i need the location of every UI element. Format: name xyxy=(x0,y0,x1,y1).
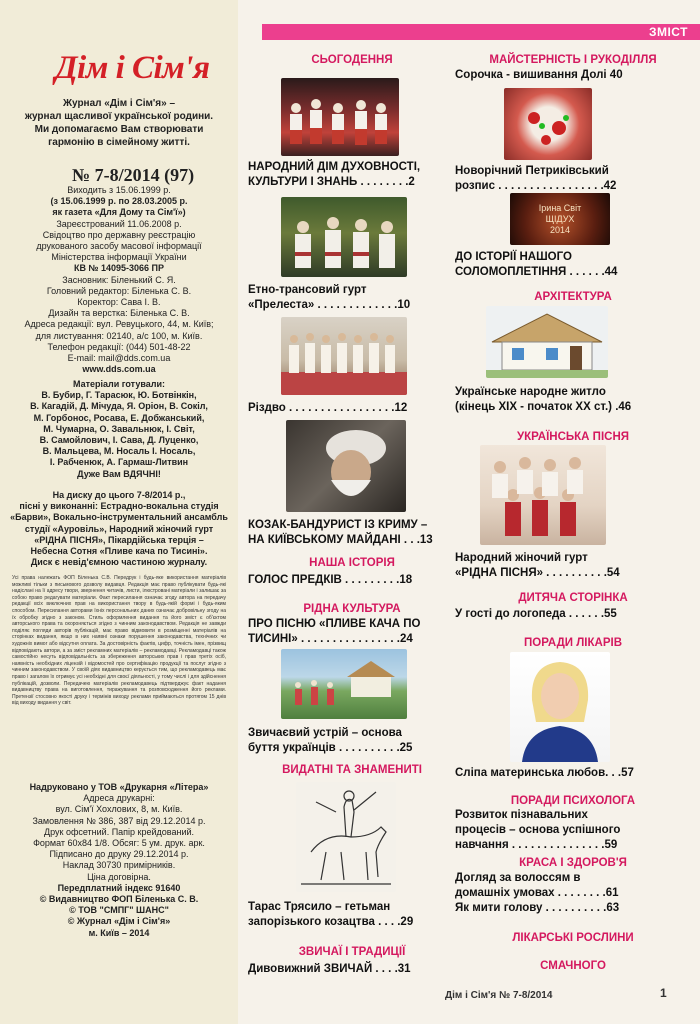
womens-choir-photo xyxy=(480,445,606,545)
toc-entry-rozvytok[interactable]: Розвиток пізнавальних процесів – основа успішного навчання . . . . . . . . . . . . . . .59 xyxy=(455,809,621,851)
cossack-horseman-illustration xyxy=(296,782,396,892)
section-likarski-roslyny: ЛІКАРСЬКІ РОСЛИНИ xyxy=(512,932,634,944)
publication-info: Виходить з 15.06.1999 р. (з 15.06.1999 р. по 28.03.2005 р. як газета «Для Дому та Сім'ї») Зареєстрований 11.06.2008 р. Свідоцтво про державну реєстрацію друкованого засобу масової інформації Міністерства інформації України КВ № 14095-3066 ПР Засновник: Біленький С. Я. Головний редактор: Біленька С. В. Коректор: Сава І. В. Дизайн та верстка: Біленька С. В. Адреса редакції: вул. Ревуцького, 44, м. Київ; для листування: 02140, а/с 100, м. Київ. Телефон редакції: (044) 501-48-22 E-mail: mail@dds.com.ua www.dds.com.ua xyxy=(24,185,214,375)
choir-illustration xyxy=(281,317,407,395)
copyright-notice: Усі права належать ФОП Біленька С.В. Передрук і будь-яке використання матеріалів можливі тільки з письмового дозволу видавця. Редакція має право публікувати будь-які надіслані на її адресу твори, звернення читачів, листи, ілюстровані матеріали і залишає за собою право редагувати матеріали. Факт пересилання означає згоду автора на передачу редакції всіх виключних прав на використання твору в будь-якій формі і будь-яким способом. Пересилання авторами їхніх персональних даних означає добровільну згоду на їх обробку згідно з законом. Стиль оформлення видання та його зміст є об'єктом авторського права та охороняється згідно з чинним законодавством. Редакція не завжди поділяє погляди авторів публікацій, має право відмовити в розміщенні матеріалів на сторінках видання, якщо в них наявні ознаки порушення законодавства, технічних чи художніх вимог або відсутня оплата. За достовірність фактів, цифр, точність імен, прізвищ відповідають автори, а за зміст рекламних матеріалів – рекламодавці. Рекламодавці також самостійно несуть відповідальність за збереження авторських прав і прав третіх осіб, наявність необхідних ліцензій і відомостей про сертифікацію продукції та послуг згідно з чинним законодавством. У своїй діях видавництво керується тим, що рекламодавець має право і загалом їх отримує усі необхідні для своєї діяльності, у тому числі і для здійснення публікацій, дозволи. Передачею матеріалів рекламодавець підтверджує факт надання видавництву права на виготовлення, тиражування та розповсюдження його реклами. Претензії стосовно якості друку і термінів виходу реклами приймаються протягом 15 днів від виходу видання у світ. xyxy=(12,575,226,707)
choir-women-illustration xyxy=(480,445,606,545)
toc-entry-prelesta[interactable]: Етно-трансовий гурт «Прелеста» . . . . . . . . . . . . .10 xyxy=(248,284,411,311)
section-porady-psykholoha: ПОРАДИ ПСИХОЛОГА xyxy=(510,795,636,807)
section-dytiacha-storinka: ДИТЯЧА СТОРІНКА xyxy=(518,592,628,604)
village-painting xyxy=(281,649,407,719)
authors-list: Матеріали готували: В. Бубир, Г. Тарасюк, Ю. Ботвінкін, В. Кагадій, Д. Мічуда, Я. Оріон, В. Сокіл, М. Горбонос, Росава, Е. Добжанський, М. Чумарна, О. Завальнюк, І. Світ, В. Самойлович, І. Сава, Д. Луценко, В. Мальцева, М. Носаль І. Носаль, І. Рабченюк, А. Гармаш-Литвин Дуже Вам ВДЯЧНІ! xyxy=(30,379,208,479)
disk-info: На диску до цього 7-8/2014 р., пісні у виконанні: Естрадно-вокальна студія «Барви», Вокально-інструментальний ансамбль студії «Ауровіль», Народний жіночий гурт «РІДНА ПІСНЯ», Пікардійська терція – Небесна Сотня «Пливе кача по Тисині». Диск є невід'ємною частиною журналу. xyxy=(10,490,228,568)
section-vydatni: ВИДАТНІ ТА ЗНАМЕНИТІ xyxy=(282,764,422,776)
toc-entry-slipa-lubov[interactable]: Сліпа материнська любов. . .57 xyxy=(455,767,634,779)
toc-entry-yak-myty-holovu[interactable]: Як мити голову . . . . . . . . . .63 xyxy=(455,902,620,914)
toc-entry-sorochka[interactable]: Сорочка - вишивання Долі 40 xyxy=(455,69,623,81)
toc-entry-narodne-zhytlo[interactable]: Українське народне житло (кінець XIX - початок XX ст.) .46 xyxy=(455,386,632,413)
toc-entry-dohliad-volossia[interactable]: Догляд за волоссям в домашніх умовах . . . . . . . .61 xyxy=(455,872,619,899)
christmas-photo xyxy=(281,317,407,395)
elder-illustration xyxy=(286,420,406,512)
toc-entry-kozak-banduryst[interactable]: КОЗАК-БАНДУРИСТ ІЗ КРИМУ – НА КИЇВСЬКОМУ МАЙДАНІ . . .13 xyxy=(248,519,433,546)
section-nasha-istoriia: НАША ІСТОРІЯ xyxy=(309,557,395,569)
ethno-band-photo xyxy=(281,197,407,277)
toc-entry-zvychaievyi-ustrii[interactable]: Звичаєвий устрій – основа буття українців . . . . . . . . . .25 xyxy=(248,727,413,754)
toc-entry-narodnyi-dim[interactable]: НАРОДНИЙ ДІМ ДУХОВНОСТІ, КУЛЬТУРИ І ЗНАНЬ . . . . . . . .2 xyxy=(248,161,421,188)
section-ridna-kultura: РІДНА КУЛЬТУРА xyxy=(303,603,401,615)
straw-photo-caption: Ірина Світ ЩІДУХ 2014 xyxy=(538,203,582,235)
section-arkhitektura: АРХІТЕКТУРА xyxy=(534,291,612,303)
contents-header-bar xyxy=(262,24,700,40)
page-number: 1 xyxy=(660,986,667,1000)
horseman-engraving xyxy=(296,782,396,892)
journal-slogan: Журнал «Дім і Сім'я» – журнал щасливої української родини. Ми допомагаємо Вам створювати гармонію в сімейному житті. xyxy=(24,98,214,148)
section-zvychai: ЗВИЧАЇ І ТРАДИЦІЇ xyxy=(298,946,406,958)
band-illustration xyxy=(281,197,407,277)
section-smachnoho: СМАЧНОГО xyxy=(540,960,606,972)
dancers-illustration xyxy=(281,78,399,156)
imprint-column xyxy=(0,0,238,1024)
issue-number: № 7-8/2014 (97) xyxy=(72,165,195,185)
printing-info: Надруковано у ТОВ «Друкарня «Літера» Адреса друкарні: вул. Сім'ї Хохлових, 8, м. Київ. Замовлення № 386, 387 від 29.12.2014 р. Друк офсетний. Папір крейдований. Формат 60х84 1/8. Обсяг: 5 ум. друк. арк. Підписано до друку 29.12.2014 р. Наклад 30730 примірників. Ціна договірна. Передплатний індекс 91640 © Видавництво ФОП Біленька С. В. © ТОВ "СМПГ" ШАНС" © Журнал «Дім і Сім'я» м. Київ – 2014 xyxy=(29,782,209,938)
woman-portrait-illustration xyxy=(510,652,610,762)
section-porady-likariv: ПОРАДИ ЛІКАРІВ xyxy=(523,637,622,649)
toc-entry-dyvovyzhnyi-zvychai[interactable]: Дивовижний ЗВИЧАЙ . . . .31 xyxy=(248,963,411,975)
section-krasa-zdorovia: КРАСА І ЗДОРОВ'Я xyxy=(519,857,627,869)
village-illustration xyxy=(281,649,407,719)
section-sohodennia: СЬОГОДЕННЯ xyxy=(311,54,393,66)
toc-entry-taras-tryasylo[interactable]: Тарас Трясило – гетьман запорізького козацтва . . . .29 xyxy=(248,901,414,928)
toc-entry-ridna-pisnia[interactable]: Народний жіночий гурт «РІДНА ПІСНЯ» . . . . . . . . . .54 xyxy=(455,552,620,579)
doctor-portrait-photo xyxy=(510,652,610,762)
toc-entry-holos-predkiv[interactable]: ГОЛОС ПРЕДКІВ . . . . . . . . .18 xyxy=(248,574,413,586)
straw-weaving-photo xyxy=(510,193,610,245)
toc-entry-lohoped[interactable]: У гості до логопеда . . . . . .55 xyxy=(455,608,617,620)
kobzar-portrait-photo xyxy=(286,420,406,512)
footer-magazine-issue: Дім і Сім'я № 7-8/2014 xyxy=(445,990,553,1001)
toc-entry-solomopletinnia[interactable]: ДО ІСТОРІЇ НАШОГО СОЛОМОПЛЕТІННЯ . . . . . .44 xyxy=(455,251,618,278)
embroidery-photo xyxy=(504,88,592,160)
contents-label: ЗМІСТ xyxy=(648,25,688,39)
embroidery-illustration xyxy=(504,88,592,160)
magazine-logo: Дім і Сім'я xyxy=(55,50,210,86)
toc-entry-rizdvo[interactable]: Різдво . . . . . . . . . . . . . . . . .12 xyxy=(248,402,408,414)
section-ukrainska-pisnia: УКРАЇНСЬКА ПІСНЯ xyxy=(516,431,630,443)
hut-illustration xyxy=(486,306,608,378)
traditional-house-image xyxy=(486,306,608,378)
folk-dancers-photo xyxy=(281,78,399,156)
toc-entry-plyve-kacha[interactable]: ПРО ПІСНЮ «ПЛИВЕ КАЧА ПО ТИСИНІ» . . . . . . . . . . . . . . . .24 xyxy=(248,618,421,645)
toc-entry-petrykivskyi[interactable]: Новорічний Петриківський розпис . . . . . . . . . . . . . . . . .42 xyxy=(455,165,617,192)
section-maisternist: МАЙСТЕРНІСТЬ І РУКОДІЛЛЯ xyxy=(489,54,657,66)
